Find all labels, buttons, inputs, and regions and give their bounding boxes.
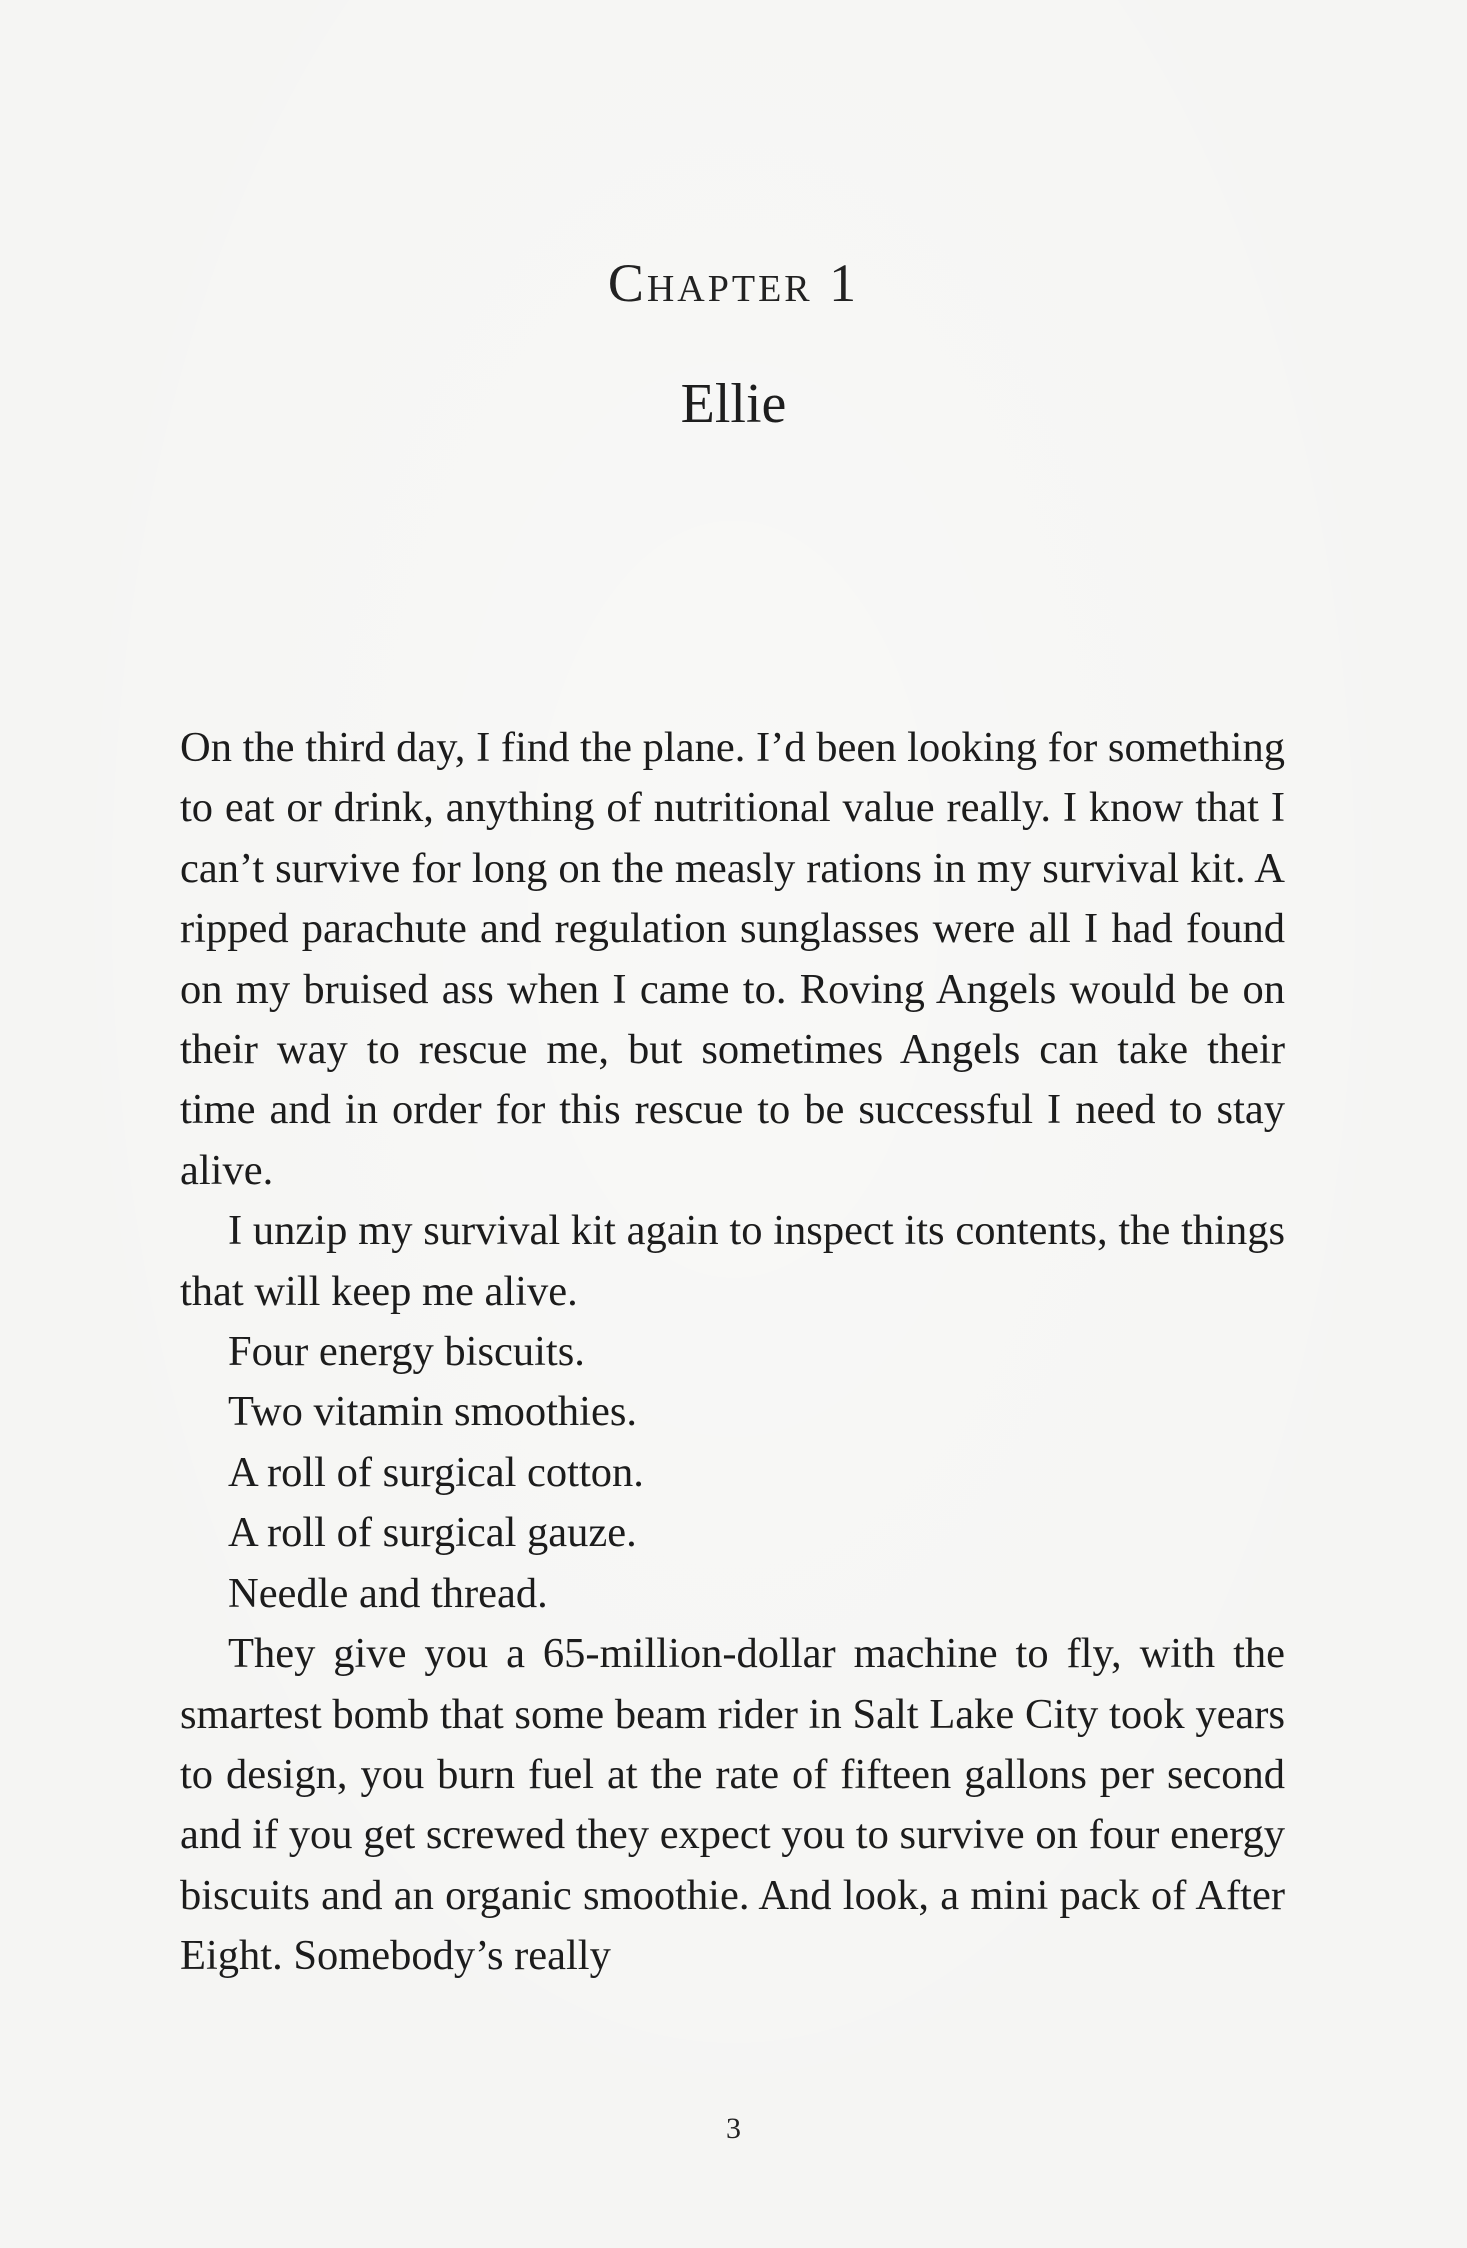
kit-item-energy-biscuits: Four energy biscuits. <box>228 1328 585 1376</box>
paragraph-opening: On the third day, I find the plane. I’d been looking for something to eat or drink, anything of nutritional value really. I know that I can’t survive for long on the measly rations in my survival kit. A ripped parachute and regulation sunglasses were all I had found on my bruised ass when I came to. Roving Angels would be on their way to rescue me, but sometimes Angels can take their time and in order for this rescue to be successful I need to stay alive. <box>180 724 1285 1194</box>
kit-item-needle-thread: Needle and thread. <box>228 1569 548 1617</box>
paragraph-machine: They give you a 65-million-dollar machine to fly, with the smartest bomb that some beam rider in Salt Lake City took years to design, you burn fuel at the rate of fifteen gallons per second and if you get screwed they expect you to survive on four energy biscuits and an organic smoothie. And look, a mini pack of After Eight. Somebody’s really <box>180 1630 1285 1980</box>
kit-item-surgical-cotton: A roll of surgical cotton. <box>228 1448 644 1496</box>
body-text <box>180 718 1285 1987</box>
paragraph-survival-kit: I unzip my survival kit again to inspect its contents, the things that will keep me alive. <box>180 1207 1285 1315</box>
page-number: 3 <box>726 2112 741 2145</box>
kit-item-surgical-gauze: A roll of surgical gauze. <box>228 1509 637 1557</box>
kit-item-vitamin-smoothies: Two vitamin smoothies. <box>228 1388 638 1436</box>
chapter-title: Ellie <box>680 373 787 435</box>
chapter-label: Chapter 1 <box>607 253 860 313</box>
